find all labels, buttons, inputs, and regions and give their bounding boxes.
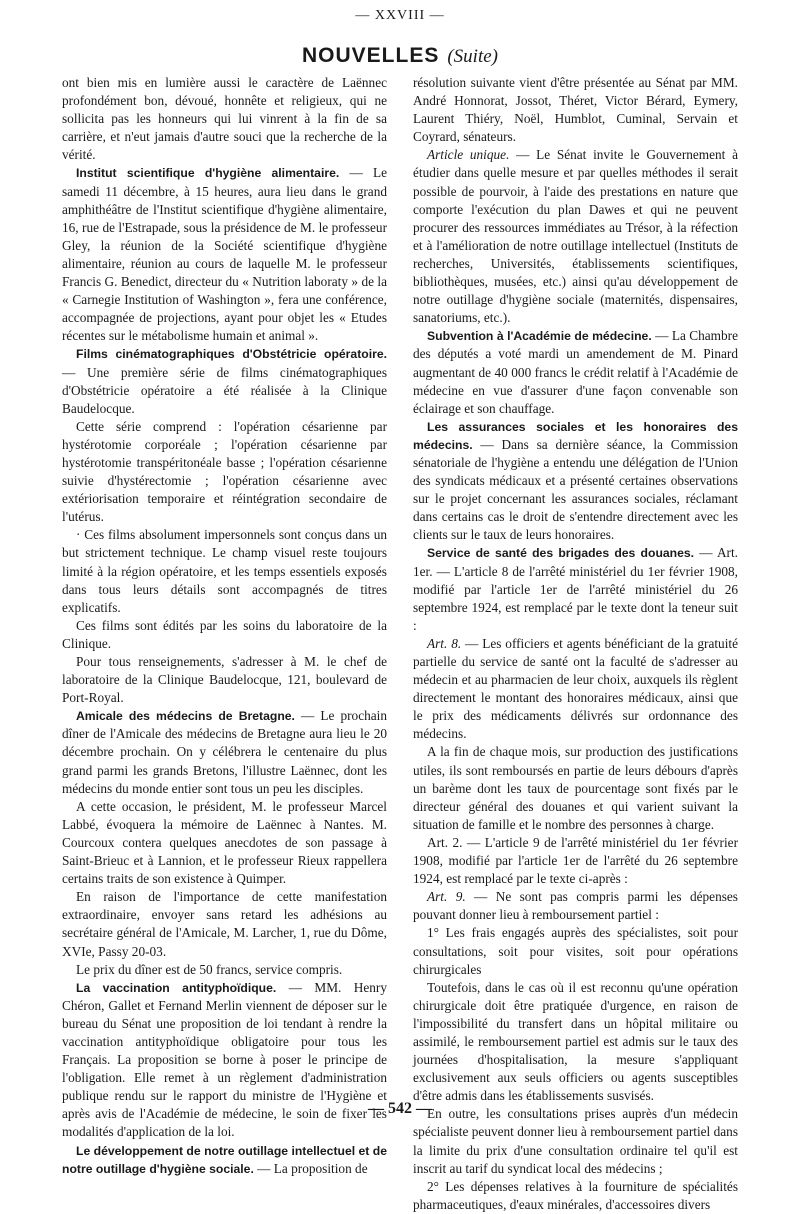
paragraph: A cette occasion, le président, M. le professeur Marcel Labbé, évoquera la mémoire de Laënnec à Nantes. M. Courcoux contera quelques anecdotes de son passage à Saint-Brieuc et à Lannion, et le professeur Rieux rappellera certains traits de son existence à Quimper. <box>62 798 387 887</box>
section-text: — Dans sa dernière séance, la Commission sénatoriale de l'hygiène a entendu une délégation de l'Union des syndicats médicaux et a présenté certaines observations sur le projet concernant les assurances sociales, réclamant dans certains cas le droit de s'entendre directement avec les clients sur le taux de leurs honoraires. <box>413 436 738 543</box>
section-text: — Le Sénat invite le Gouvernement à étudier dans quelle mesure et par quelles méthodes il serait possible de pourvoir, à l'aide des prestations en nature que comporte l'exécution du plan Dawes et qui ne peuvent procurer des ressources immédiates au Trésor, à la réfection et à l'amélioration de notre outillage intellectuel (Instituts de recherches, Universités, établissements scientifiques, bibliothèques, musées, etc.) ainsi qu'au développement de notre outillage d'hygiène sociale (maternités, dispensaires, sanatoriums, etc.). <box>413 147 738 326</box>
page-roman-numeral: — XXVIII — <box>355 8 445 23</box>
paragraph: 1° Les frais engagés auprès des spécialistes, soit pour consultations, soit pour visites, soit pour opérations chirurgicales <box>413 925 738 977</box>
section-title: Service de santé des brigades des douanes. <box>427 546 695 561</box>
right-column <box>413 74 739 1212</box>
header-title: NOUVELLES <box>301 44 440 67</box>
paragraph <box>62 345 387 417</box>
paragraph: ont bien mis en lumière aussi le caractère de Laënnec profondément bon, dévoué, honnête et religieux, qui ne sollicita pas les honneurs qui lui vinrent à la fin de sa carrière, et n'eut jamais d'autre souci que la recherche de la vérité. <box>62 75 387 163</box>
paragraph <box>413 327 738 417</box>
section-title: Amicale des médecins de Bretagne. <box>76 709 295 724</box>
paragraph: Le prix du dîner est de 50 francs, service compris. <box>76 961 343 977</box>
paragraph <box>413 635 738 744</box>
paragraph: Pour tous renseignements, s'adresser à M. le chef de laboratoire de la Clinique Baudelocque, 121, boulevard de Port-Royal. <box>62 654 387 706</box>
page-number: — 542 — <box>368 1100 432 1117</box>
section-title: Les assurances sociales et les honoraires des médecins. <box>413 419 738 452</box>
section-text: — Une première série de films cinématographiques d'Obstétricie opératoire a été réalisée à la Clinique Baudelocque. <box>62 364 387 416</box>
article-lead: Article unique. <box>427 147 510 163</box>
paragraph: Ces films sont édités par les soins du laboratoire de la Clinique. <box>62 617 387 651</box>
paragraph: Art. 2. — L'article 9 de l'arrêté ministériel du 1er février 1908, modifié par l'article 1er de l'arrêté du 26 septembre 1924, est remplacé par le texte ci-après : <box>413 834 738 887</box>
paragraph: Toutefois, dans le cas où il est reconnu qu'une opération chirurgicale doit être pratiquée d'urgence, en raison de l'impossibilité du transfert dans un hôpital militaire ou assimilé, le remboursement partiel est admis sur le taux des journées d'hospitalisation, la mesure s'appliquant exclusivement aux seuls officiers ou agents susceptibles d'être admis dans les établissements susvisés. <box>413 979 738 1104</box>
section-title: Institut scientifique d'hygiène alimentaire. <box>76 166 340 181</box>
section-text: — Ne sont pas compris parmi les dépenses pouvant donner lieu à remboursement partiel : <box>413 889 738 923</box>
paragraph: En raison de l'importance de cette manifestation extraordinaire, envoyer sans retard les adhésions au secrétaire général de l'Amicale, M. Larcher, 1, rue du Dôme, XVIe, Passy 20-03. <box>62 889 387 959</box>
paragraph: A la fin de chaque mois, sur production des justifications utiles, ils sont remboursés en partie de leurs débours d'après un barème dont les taux de pourcentage sont fixés par le directeur général des douanes et qui varient suivant la situation de famille et le nombre des personnes à charge. <box>413 744 738 832</box>
section-text: — Le prochain dîner de l'Amicale des médecins de Bretagne aura lieu le 20 décembre prochain. On y célébrera le centenaire du plus grand parmi les grands Bretons, l'illustre Laënnec, dont les médecins du monde entier sont tous un peu les disciples. <box>62 708 387 796</box>
paragraph: 2° Les dépenses relatives à la fourniture de spécialités pharmaceutiques, d'eaux minérales, d'accessoires divers <box>413 1178 738 1212</box>
section-text: — Les officiers et agents bénéficiant de la gratuité partielle du service de santé ont la faculté de s'adresser au médecin et au pharmacien de leur choix, auxquels ils règlent directement le montant des honoraires médicaux, ainsi que le prix des médicaments délivrés sur ordonnance des médecins. <box>413 635 738 742</box>
paragraph: En outre, les consultations prises auprès d'un médecin spécialiste peuvent donner lieu à remboursement partiel dans la limite du prix d'une consultation ordinaire tel qu'il est inscrit au tarif du syndicat local des médecins ; <box>413 1106 738 1176</box>
article-lead: Art. 9. <box>427 889 466 905</box>
paragraph <box>413 888 738 924</box>
section-text: — Le samedi 11 décembre, à 15 heures, aura lieu dans le grand amphithéâtre de l'Institut scientifique d'hygiène alimentaire, 16, rue de l'Estrapade, sous la présidence de M. le professeur Gley, la réunion de la Société scientifique d'hygiène alimentaire, réunion au cours de laquelle M. le professeur Francis G. Benedict, directeur du « Nutrition laboraty » de la « Carnegie Institution of Washington », fera une conférence, accompagnée de projections, ayant pour objet les « Etudes récentes sur le métabolisme humain et animal ». <box>62 165 387 344</box>
paragraph: Cette série comprend : l'opération césarienne par hystérotomie corporéale ; l'opération césarienne par hystérotomie transpéritonéale basse ; l'opération césarienne suivie d'hystérectomie ; l'opération césarienne avec extériorisation temporaire et réintégration secondaire de l'utérus. <box>62 418 387 525</box>
paragraph: résolution suivante vient d'être présentée au Sénat par MM. André Honnorat, Jossot, Théret, Victor Bérard, Eymery, Laurent Thiéry, Noël, Humblot, Cuminal, Servain et Coyrard, sénateurs. <box>413 75 738 145</box>
paragraph <box>62 707 387 797</box>
paragraph <box>413 146 738 327</box>
section-text: — La proposition de <box>253 1160 368 1176</box>
paragraph <box>62 1142 387 1178</box>
paragraph <box>413 544 738 634</box>
paragraph <box>62 164 387 345</box>
section-title: Le développement de notre outillage intellectuel et de notre outillage d'hygiène sociale. <box>62 1143 387 1176</box>
paragraph: · Ces films absolument impersonnels sont conçus dans un but strictement technique. Le champ visuel reste toujours limité à la région opératoire, et les temps essentiels exposés dans tous leurs détails sont accompagnés de titres explicatifs. <box>62 527 387 615</box>
section-title: Films cinématographiques d'Obstétricie opératoire. <box>76 347 387 362</box>
section-title: La vaccination antityphoïdique. <box>76 980 277 995</box>
left-column <box>62 74 387 1176</box>
paragraph <box>413 418 738 545</box>
section-title: Subvention à l'Académie de médecine. <box>427 329 652 344</box>
article-lead: Art. 8. <box>427 635 462 651</box>
section-text: — Art. 1er. — L'article 8 de l'arrêté ministériel du 1er février 1908, modifié par l'article 1er de l'arrêté ministériel du 26 septembre 1924, est remplacé par le texte dont la teneur suit : <box>413 545 738 633</box>
section-text: — MM. Henry Chéron, Gallet et Fernand Merlin viennent de déposer sur le bureau du Sénat une proposition de loi tendant à rendre la vaccination antityphoïdique obligatoire pour tous les Français. La proposition se borne à poser le principe de l'obligation. Elle remet à un règlement d'administration publique rendu sur le rapport du ministre de l'Hygiène et après avis de l'Académie de médecine, le soin de fixer les modalités d'application de la loi. <box>62 979 387 1140</box>
section-text: — La Chambre des députés a voté mardi un amendement de M. Pinard augmentant de 40 000 francs le crédit relatif à l'Académie de médecine en vue d'assurer d'une façon convenable son éclairage et son chauffage. <box>413 328 739 416</box>
header-suffix: (Suite) <box>447 46 498 67</box>
page-header <box>0 44 800 68</box>
